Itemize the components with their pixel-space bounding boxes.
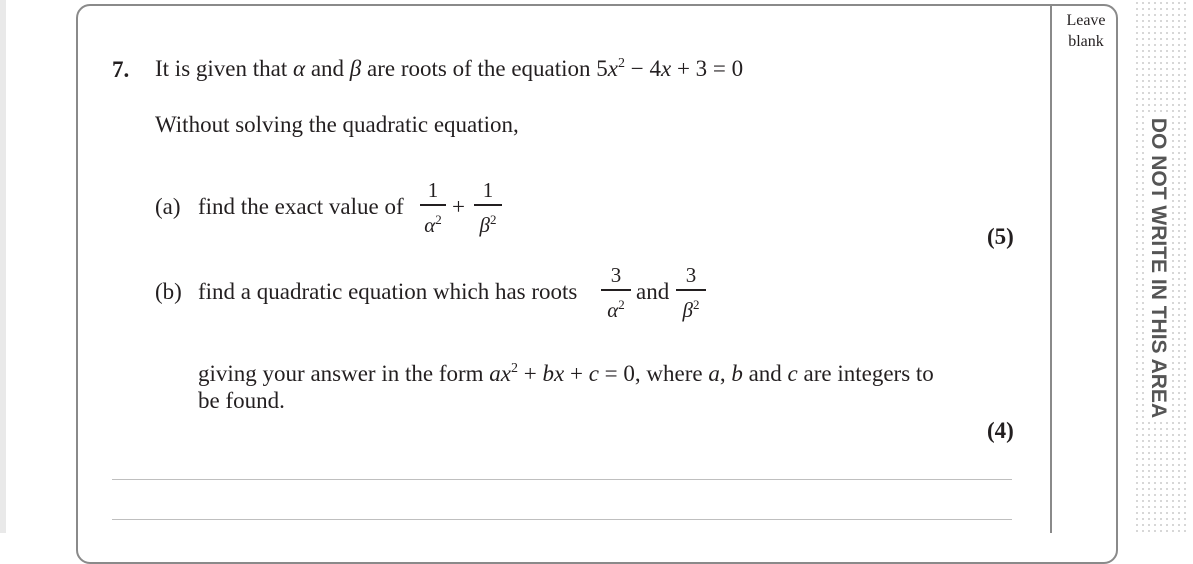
leave-blank-label: Leave blank — [1066, 12, 1106, 50]
question-number: 7. — [112, 57, 130, 82]
question-stem: It is given that α and β are roots of the equation $5x^2 - 4x + 3 = 0$ — [155, 56, 744, 81]
part-b-and: and — [636, 279, 670, 304]
margin-divider — [1050, 5, 1052, 533]
part-a-plus: + — [452, 194, 465, 219]
part-b-fraction-2: 3 $\beta^2$ — [676, 263, 706, 322]
do-not-write-label: DO NOT WRITE IN THIS AREA — [1146, 114, 1170, 422]
part-b-form-line: giving your answer in the form $ax^2$ + bx + c = 0, where a, b and c are integers to — [198, 361, 934, 386]
answer-line[interactable] — [112, 479, 1012, 480]
part-b-marks: (4) — [987, 418, 1014, 443]
part-b-label: (b) — [155, 279, 182, 304]
part-a-label: (a) — [155, 194, 181, 219]
part-a-marks: (5) — [987, 224, 1014, 249]
part-b-fraction-1: 3 $\alpha^2$ — [601, 263, 631, 322]
part-b-text: find a quadratic equation which has roots — [198, 279, 578, 304]
page-edge — [0, 0, 6, 533]
instruction-text: Without solving the quadratic equation, — [155, 112, 519, 137]
part-a-text: find the exact value of — [198, 194, 404, 219]
part-a-fraction-1: 1 $\alpha^2$ — [420, 178, 446, 237]
part-b-form-line-2: be found. — [198, 388, 285, 413]
answer-line[interactable] — [112, 519, 1012, 520]
given-equation: $5x^2 - 4x + 3 = 0$ — [596, 56, 744, 81]
part-a-fraction-2: 1 $\beta^2$ — [474, 178, 502, 237]
